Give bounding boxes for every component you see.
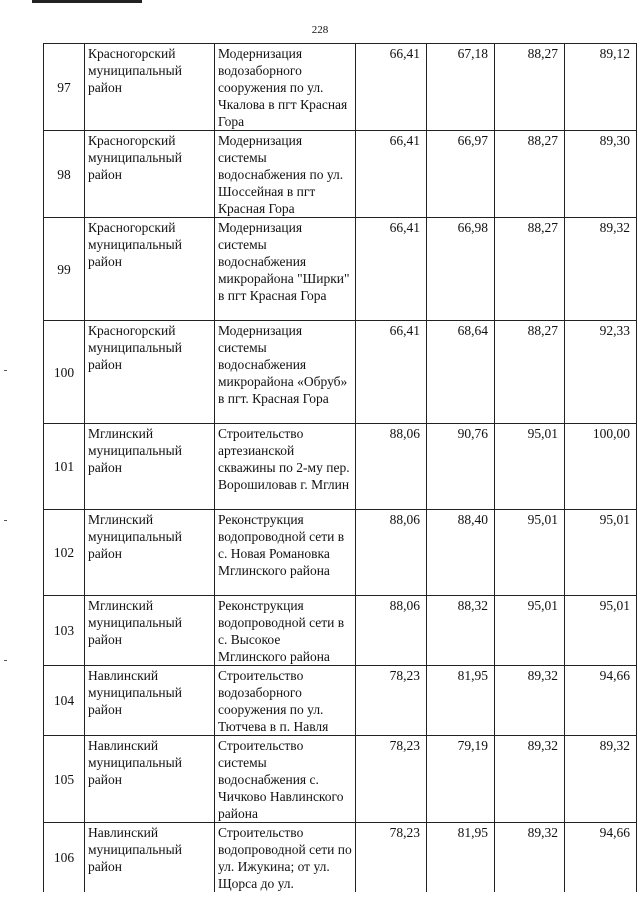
value-cell: 88,27 xyxy=(495,321,565,424)
row-number: 105 xyxy=(44,736,85,823)
row-number: 103 xyxy=(44,596,85,666)
value-cell: 66,41 xyxy=(356,321,427,424)
row-number: 100 xyxy=(44,321,85,424)
district-cell: Навлинский муниципальный район xyxy=(85,823,215,893)
table-row xyxy=(44,510,637,596)
value-cell: 90,76 xyxy=(427,424,495,510)
value-cell: 66,41 xyxy=(356,131,427,218)
row-number: 99 xyxy=(44,218,85,321)
value-cell: 66,41 xyxy=(356,218,427,321)
top-scan-rule xyxy=(32,0,142,3)
value-cell: 88,06 xyxy=(356,596,427,666)
project-cell: Строительство артезианской скважины по 2-му пер. Ворошиловав г. Мглин xyxy=(215,424,356,510)
table-row xyxy=(44,321,637,424)
table-row xyxy=(44,823,637,893)
table-row xyxy=(44,736,637,823)
value-cell: 78,23 xyxy=(356,666,427,736)
district-cell: Красногорский муниципальный район xyxy=(85,321,215,424)
value-cell: 88,32 xyxy=(427,596,495,666)
margin-mark xyxy=(4,660,7,661)
table-row xyxy=(44,596,637,666)
value-cell: 89,12 xyxy=(565,44,637,131)
value-cell: 67,18 xyxy=(427,44,495,131)
district-cell: Мглинский муниципальный район xyxy=(85,424,215,510)
value-cell: 66,41 xyxy=(356,44,427,131)
project-cell: Реконструкция водопроводной сети в с. Новая Романовка Мглинского района xyxy=(215,510,356,596)
project-cell: Модернизация системы водоснабжения микрорайона «Обруб» в пгт. Красная Гора xyxy=(215,321,356,424)
page-number: 228 xyxy=(311,24,329,36)
district-cell: Навлинский муниципальный район xyxy=(85,666,215,736)
district-cell: Красногорский муниципальный район xyxy=(85,131,215,218)
value-cell: 95,01 xyxy=(565,596,637,666)
project-cell: Модернизация системы водоснабжения микрорайона "Ширки" в пгт Красная Гора xyxy=(215,218,356,321)
value-cell: 88,27 xyxy=(495,44,565,131)
value-cell: 89,32 xyxy=(565,218,637,321)
value-cell: 88,06 xyxy=(356,424,427,510)
value-cell: 88,27 xyxy=(495,131,565,218)
table-row xyxy=(44,218,637,321)
district-cell: Мглинский муниципальный район xyxy=(85,596,215,666)
value-cell: 95,01 xyxy=(495,510,565,596)
table-row xyxy=(44,424,637,510)
project-cell: Строительство водопроводной сети по ул. Ижукина; от ул. Щорса до ул. xyxy=(215,823,356,893)
row-number: 101 xyxy=(44,424,85,510)
district-cell: Красногорский муниципальный район xyxy=(85,218,215,321)
project-cell: Модернизация водозаборного сооружения по ул. Чкалова в пгт Красная Гора xyxy=(215,44,356,131)
value-cell: 95,01 xyxy=(565,510,637,596)
row-number: 106 xyxy=(44,823,85,893)
value-cell: 100,00 xyxy=(565,424,637,510)
row-number: 97 xyxy=(44,44,85,131)
value-cell: 66,98 xyxy=(427,218,495,321)
value-cell: 88,06 xyxy=(356,510,427,596)
projects-table xyxy=(43,43,637,892)
value-cell: 66,97 xyxy=(427,131,495,218)
value-cell: 89,32 xyxy=(495,666,565,736)
district-cell: Мглинский муниципальный район xyxy=(85,510,215,596)
value-cell: 89,32 xyxy=(495,823,565,893)
value-cell: 89,30 xyxy=(565,131,637,218)
row-number: 104 xyxy=(44,666,85,736)
project-cell: Строительство системы водоснабжения с. Чичково Навлинского района xyxy=(215,736,356,823)
value-cell: 78,23 xyxy=(356,736,427,823)
table-row xyxy=(44,44,637,131)
value-cell: 68,64 xyxy=(427,321,495,424)
district-cell: Красногорский муниципальный район xyxy=(85,44,215,131)
value-cell: 94,66 xyxy=(565,666,637,736)
value-cell: 88,27 xyxy=(495,218,565,321)
value-cell: 78,23 xyxy=(356,823,427,893)
project-cell: Строительство водозаборного сооружения по ул. Тютчева в п. Навля xyxy=(215,666,356,736)
margin-mark xyxy=(4,520,7,521)
margin-mark xyxy=(4,370,7,371)
value-cell: 92,33 xyxy=(565,321,637,424)
value-cell: 89,32 xyxy=(565,736,637,823)
row-number: 102 xyxy=(44,510,85,596)
district-cell: Навлинский муниципальный район xyxy=(85,736,215,823)
value-cell: 81,95 xyxy=(427,666,495,736)
project-cell: Реконструкция водопроводной сети в с. Высокое Мглинского района xyxy=(215,596,356,666)
value-cell: 81,95 xyxy=(427,823,495,893)
value-cell: 89,32 xyxy=(495,736,565,823)
value-cell: 95,01 xyxy=(495,596,565,666)
value-cell: 79,19 xyxy=(427,736,495,823)
value-cell: 88,40 xyxy=(427,510,495,596)
value-cell: 95,01 xyxy=(495,424,565,510)
table-row xyxy=(44,131,637,218)
project-cell: Модернизация системы водоснабжения по ул. Шоссейная в пгт Красная Гора xyxy=(215,131,356,218)
table-row xyxy=(44,666,637,736)
value-cell: 94,66 xyxy=(565,823,637,893)
row-number: 98 xyxy=(44,131,85,218)
